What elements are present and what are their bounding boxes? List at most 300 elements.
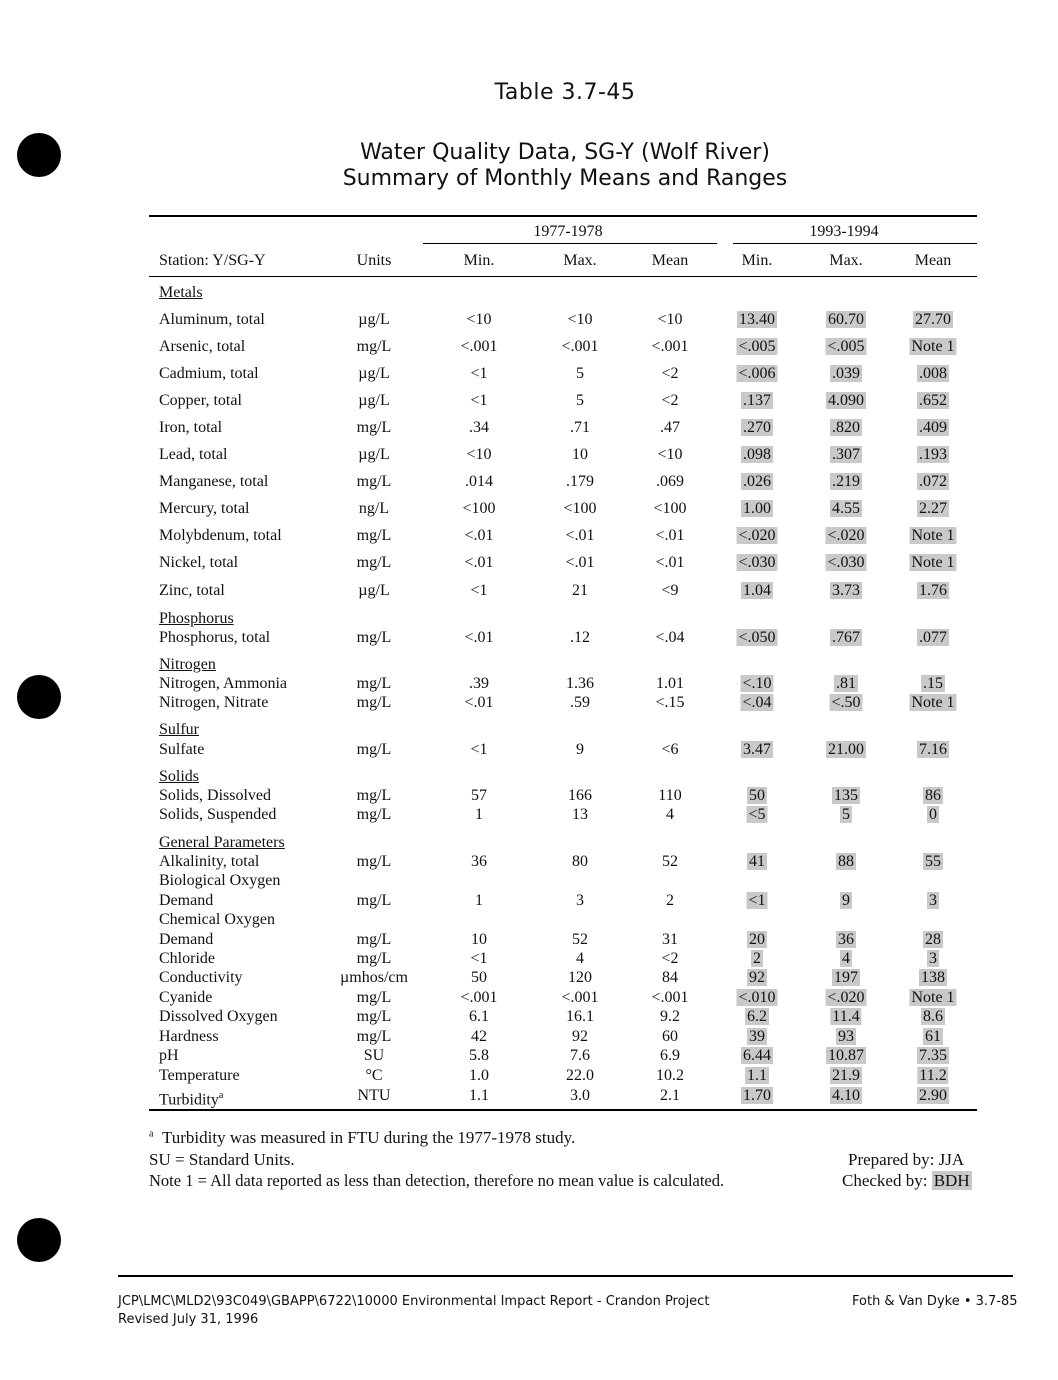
row-value-text: 86 (925, 787, 941, 804)
footnote-note1: Note 1 = All data reported as less than detection, therefore no mean value is calculated. (149, 1171, 725, 1190)
header-mean-1977: Mean (651, 252, 689, 269)
footnote-su: SU = Standard Units. (149, 1150, 295, 1169)
row-value-text: <.10 (742, 675, 772, 692)
binder-hole-bottom (17, 1218, 61, 1262)
row-value-text: .069 (656, 473, 684, 490)
row-value-min1 (471, 930, 487, 949)
row-value-text: <.01 (464, 629, 494, 646)
row-value-text: 13 (572, 806, 588, 823)
row-value-text: 120 (568, 969, 592, 986)
footer-page: Foth & Van Dyke • 3.7-85 (852, 1294, 1018, 1309)
row-value-text: <.01 (464, 554, 494, 571)
row-label: Mercury, total (159, 500, 250, 517)
row-units: mg/L (356, 787, 392, 804)
row-value-min2 (736, 364, 777, 383)
row-value-mean2 (917, 472, 949, 491)
row-value-text: 2.1 (660, 1087, 680, 1104)
row-value-max1 (572, 445, 588, 464)
row-label: Solids, Suspended (159, 806, 277, 823)
row-value-text: <.01 (655, 527, 685, 544)
row-value-max2 (840, 891, 852, 910)
row-value-mean1 (660, 1086, 680, 1105)
row-value-max2 (825, 988, 866, 1007)
row-value-min2 (745, 1007, 769, 1026)
row-value-text: .409 (919, 419, 947, 436)
row-value-min2 (747, 930, 767, 949)
row-value-text: 3.47 (743, 741, 771, 758)
row-value-text: 80 (572, 853, 588, 870)
row-value-text: 6.2 (747, 1008, 767, 1025)
row-label: Solids, Dissolved (159, 787, 272, 804)
row-value-text: 28 (925, 931, 941, 948)
row-value-min2 (746, 891, 767, 910)
row-value-text: <6 (661, 741, 679, 758)
row-value-text: .137 (743, 392, 771, 409)
row-value-text: <10 (466, 311, 492, 328)
row-units: NTU (357, 1087, 391, 1104)
row-value-text: 4.55 (832, 500, 860, 517)
row-value-max1 (566, 1066, 594, 1085)
row-value-max1 (561, 988, 598, 1007)
row-label: Demand (159, 892, 214, 909)
row-value-text: 36 (471, 853, 487, 870)
row-value-min1 (469, 1066, 489, 1085)
row-value-text: <100 (462, 500, 496, 517)
row-value-max2 (836, 930, 856, 949)
row-value-max1 (563, 499, 596, 518)
row-units: µg/L (358, 311, 390, 328)
row-value-min1 (470, 740, 487, 759)
row-value-mean1 (655, 693, 684, 712)
row-label: Molybdenum, total (159, 527, 282, 544)
row-value-min2 (746, 805, 767, 824)
row-value-text: 0 (929, 806, 937, 823)
row-value-text: <2 (661, 365, 679, 382)
row-value-text: 1.36 (566, 675, 594, 692)
header-units: Units (356, 252, 392, 269)
row-value-text: <.01 (655, 554, 685, 571)
row-value-mean2 (917, 1086, 949, 1105)
row-value-min2 (751, 949, 763, 968)
section-sulfur: Sulfur (159, 721, 199, 738)
section-phosphorus: Phosphorus (159, 610, 234, 627)
header-max-1993: Max. (829, 252, 863, 269)
row-value-min1 (475, 891, 483, 910)
row-value-text: .072 (919, 473, 947, 490)
row-value-text: 88 (838, 853, 854, 870)
row-value-text: <10 (567, 311, 593, 328)
row-value-min1 (466, 445, 491, 464)
row-value-max2 (836, 852, 856, 871)
row-value-text: 9.2 (660, 1008, 680, 1025)
header-min-1977: Min. (463, 252, 495, 269)
footer-path: JCP\LMC\MLD2\93C049\GBAPP\6722\10000 Environmental Impact Report - Crandon Project (118, 1294, 710, 1309)
row-value-mean2 (923, 786, 943, 805)
row-value-mean1 (661, 391, 678, 410)
row-value-text: <.020 (827, 527, 865, 544)
row-value-text: .47 (660, 419, 680, 436)
row-label: Biological Oxygen (159, 872, 281, 889)
row-value-text: 1 (475, 892, 483, 909)
row-value-mean1 (653, 499, 686, 518)
row-value-max1 (576, 391, 584, 410)
header-bottom-rule (149, 276, 977, 277)
row-value-max2 (830, 472, 862, 491)
row-value-text: <.01 (464, 694, 494, 711)
row-value-mean1 (657, 445, 682, 464)
row-value-mean2 (927, 949, 939, 968)
row-value-text: 50 (471, 969, 487, 986)
row-value-min1 (466, 310, 491, 329)
row-value-text: .820 (832, 419, 860, 436)
row-value-mean2 (917, 1046, 949, 1065)
row-value-max1 (576, 891, 584, 910)
row-value-min1 (471, 1027, 487, 1046)
row-value-text: 16.1 (566, 1008, 594, 1025)
row-value-text: 4.090 (828, 392, 864, 409)
row-value-text: 11.2 (919, 1067, 947, 1084)
row-value-text: 4 (576, 950, 584, 967)
row-value-text: 42 (471, 1028, 487, 1045)
period2-label: 1993-1994 (809, 223, 879, 240)
row-value-text: 50 (749, 787, 765, 804)
row-value-text: 7.6 (570, 1047, 590, 1064)
row-units: SU (363, 1047, 385, 1064)
header-mean-1993: Mean (914, 252, 952, 269)
row-value-text: .219 (832, 473, 860, 490)
row-value-text: 60.70 (828, 311, 864, 328)
row-value-text: 3 (929, 950, 937, 967)
row-value-text: 135 (834, 787, 858, 804)
row-value-text: .12 (570, 629, 590, 646)
footnote-a (149, 1128, 575, 1148)
row-units: mg/L (356, 741, 392, 758)
row-value-mean2 (921, 674, 945, 693)
row-value-text: <1 (470, 950, 488, 967)
section-general-parameters: General Parameters (159, 834, 285, 851)
table-title-line1: Water Quality Data, SG-Y (Wolf River) (360, 140, 770, 165)
row-value-text: 166 (568, 787, 592, 804)
row-value-text: 84 (662, 969, 678, 986)
row-label: Cyanide (159, 989, 213, 1006)
row-value-min2 (736, 337, 777, 356)
row-value-min1 (469, 418, 489, 437)
row-value-min2 (741, 1086, 773, 1105)
row-value-text: 9 (576, 741, 584, 758)
row-value-text: .179 (566, 473, 594, 490)
row-value-text: 52 (662, 853, 678, 870)
row-value-min2 (747, 968, 767, 987)
row-value-min2 (741, 581, 773, 600)
row-value-max1 (566, 1007, 594, 1026)
row-value-text: 2.90 (919, 1087, 947, 1104)
row-value-text: 57 (471, 787, 487, 804)
row-value-max2 (826, 1046, 866, 1065)
row-value-min2 (741, 1046, 773, 1065)
row-value-min1 (470, 364, 487, 383)
row-value-mean1 (651, 337, 688, 356)
row-value-text: 10 (572, 446, 588, 463)
row-value-text: 1.1 (469, 1087, 489, 1104)
row-value-text: <.04 (655, 629, 685, 646)
row-value-text: <.001 (561, 338, 599, 355)
row-value-text: 5 (576, 365, 584, 382)
row-value-mean1 (666, 891, 674, 910)
row-value-max2 (826, 391, 866, 410)
row-value-min2 (747, 1027, 767, 1046)
row-value-text: <10 (466, 446, 492, 463)
row-value-text: <.010 (738, 989, 776, 1006)
row-value-max2 (825, 526, 866, 545)
row-value-mean1 (655, 628, 684, 647)
row-value-max2 (829, 693, 862, 712)
row-value-mean2 (923, 1027, 943, 1046)
row-value-mean1 (651, 988, 688, 1007)
table-number: Table 3.7-45 (494, 80, 636, 105)
row-value-mean1 (656, 472, 684, 491)
row-value-text: 1.04 (743, 582, 771, 599)
row-value-text: 4 (666, 806, 674, 823)
row-value-text: 11.4 (832, 1008, 860, 1025)
row-value-mean1 (666, 805, 674, 824)
row-value-mean1 (655, 526, 684, 545)
row-value-mean2 (917, 581, 949, 600)
row-value-text: Note 1 (911, 527, 955, 544)
row-value-text: 1.0 (469, 1067, 489, 1084)
row-label: Temperature (159, 1067, 240, 1084)
row-value-text: 21.9 (832, 1067, 860, 1084)
row-value-text: .81 (836, 675, 856, 692)
row-value-text: Note 1 (911, 338, 955, 355)
row-value-min2 (745, 1066, 769, 1085)
row-value-text: 2.27 (919, 500, 947, 517)
row-value-text: .767 (832, 629, 860, 646)
row-value-max1 (568, 968, 592, 987)
row-value-max2 (825, 553, 866, 572)
row-units: mg/L (356, 892, 392, 909)
row-value-text: 31 (662, 931, 678, 948)
row-value-text: <1 (470, 365, 488, 382)
row-value-text: .270 (743, 419, 771, 436)
row-value-min2 (740, 674, 773, 693)
row-value-max1 (570, 1046, 590, 1065)
row-units: µmhos/cm (340, 969, 408, 986)
row-value-max2 (830, 418, 862, 437)
row-value-max1 (576, 364, 584, 383)
row-value-text: 5.8 (469, 1047, 489, 1064)
row-label: Manganese, total (159, 473, 269, 490)
row-value-mean1 (656, 1066, 684, 1085)
row-value-text: 3.0 (570, 1087, 590, 1104)
row-value-text: .014 (465, 473, 493, 490)
row-value-text: 10.2 (656, 1067, 684, 1084)
row-value-mean1 (660, 1007, 680, 1026)
row-value-min1 (460, 337, 497, 356)
row-value-text: <100 (653, 500, 687, 517)
row-value-text: <.030 (738, 554, 776, 571)
row-value-max2 (832, 968, 860, 987)
row-value-min1 (460, 988, 497, 1007)
row-value-max1 (576, 740, 584, 759)
row-units: mg/L (356, 1008, 392, 1025)
row-units: mg/L (356, 806, 392, 823)
row-units: ng/L (358, 500, 390, 517)
row-value-text: 5 (576, 392, 584, 409)
row-value-text: <5 (748, 806, 766, 823)
row-value-text: <10 (657, 311, 683, 328)
row-value-text: <2 (661, 392, 679, 409)
section-solids: Solids (159, 768, 200, 785)
row-units: mg/L (356, 527, 392, 544)
row-value-min1 (464, 526, 493, 545)
row-value-mean1 (658, 786, 681, 805)
row-value-text: <.001 (651, 338, 689, 355)
row-value-min1 (475, 805, 483, 824)
row-value-min2 (741, 391, 773, 410)
period1-label: 1977-1978 (533, 223, 603, 240)
row-value-text: 4.10 (832, 1087, 860, 1104)
row-value-max1 (561, 337, 598, 356)
row-value-max1 (576, 949, 584, 968)
row-value-mean1 (656, 674, 684, 693)
row-value-max2 (840, 949, 852, 968)
row-value-max1 (570, 628, 590, 647)
row-label: Nitrogen, Ammonia (159, 675, 287, 692)
row-value-text: .098 (743, 446, 771, 463)
row-value-mean2 (909, 526, 956, 545)
row-value-text: 39 (749, 1028, 765, 1045)
row-value-text: 8.6 (923, 1008, 943, 1025)
row-value-max1 (565, 526, 594, 545)
row-value-text: 61 (925, 1028, 941, 1045)
row-value-min1 (470, 391, 487, 410)
checked-by-label: Checked by: (842, 1171, 932, 1190)
row-value-min1 (469, 1046, 489, 1065)
row-value-text: 55 (925, 853, 941, 870)
row-units: mg/L (356, 473, 392, 490)
turbidity-superscript: a (218, 1090, 224, 1101)
row-label: Demand (159, 931, 214, 948)
row-label: Aluminum, total (159, 311, 265, 328)
row-value-text: 22.0 (566, 1067, 594, 1084)
row-value-text: <.006 (738, 365, 776, 382)
row-units: mg/L (356, 629, 392, 646)
row-value-mean2 (927, 805, 939, 824)
row-value-text: <.04 (742, 694, 772, 711)
row-label: Copper, total (159, 392, 242, 409)
row-label: Turbidity$^a$ (159, 1090, 224, 1109)
row-value-max2 (840, 805, 852, 824)
row-value-min1 (471, 852, 487, 871)
row-value-text: .193 (919, 446, 947, 463)
row-label: Lead, total (159, 446, 228, 463)
row-value-text: 52 (572, 931, 588, 948)
row-units: µg/L (358, 582, 390, 599)
row-value-text: <100 (563, 500, 597, 517)
row-value-text: 7.35 (919, 1047, 947, 1064)
row-value-mean1 (661, 949, 678, 968)
row-value-text: 27.70 (915, 311, 951, 328)
row-value-mean1 (660, 1046, 680, 1065)
row-value-mean2 (909, 337, 956, 356)
row-value-max1 (572, 852, 588, 871)
row-value-text: 10 (471, 931, 487, 948)
row-value-mean2 (923, 930, 943, 949)
row-label: Nickel, total (159, 554, 239, 571)
row-value-min1 (469, 1007, 489, 1026)
header-max-1977: Max. (563, 252, 597, 269)
row-value-text: .34 (469, 419, 489, 436)
row-value-max2 (830, 364, 862, 383)
row-value-max2 (826, 740, 866, 759)
row-value-min2 (747, 852, 767, 871)
row-value-mean2 (917, 418, 949, 437)
row-label: Hardness (159, 1028, 219, 1045)
row-value-mean2 (917, 628, 949, 647)
row-value-mean2 (917, 364, 949, 383)
row-value-min2 (736, 553, 777, 572)
row-value-max1 (570, 693, 590, 712)
row-label: Dissolved Oxygen (159, 1008, 278, 1025)
row-value-min1 (471, 786, 487, 805)
row-value-max1 (570, 418, 590, 437)
row-value-max2 (830, 1066, 862, 1085)
footnote-a-text: Turbidity was measured in FTU during the 1977-1978 study. (161, 1128, 576, 1147)
row-value-max1 (572, 930, 588, 949)
row-units: mg/L (356, 989, 392, 1006)
row-value-text: <.01 (565, 527, 595, 544)
row-value-mean2 (917, 740, 949, 759)
row-value-text: .008 (919, 365, 947, 382)
row-value-text: .71 (570, 419, 590, 436)
row-value-text: 21.00 (828, 741, 864, 758)
row-value-text: 9 (842, 892, 850, 909)
row-value-max2 (826, 310, 866, 329)
row-value-mean2 (919, 968, 947, 987)
row-value-text: 3.73 (832, 582, 860, 599)
row-value-text: 6.1 (469, 1008, 489, 1025)
row-value-max2 (830, 1086, 862, 1105)
row-value-max1 (572, 581, 588, 600)
row-value-mean2 (923, 852, 943, 871)
row-value-text: <1 (748, 892, 766, 909)
row-value-text: <.005 (827, 338, 865, 355)
row-value-text: <.001 (460, 338, 498, 355)
row-units: mg/L (356, 675, 392, 692)
row-units: mg/L (356, 694, 392, 711)
row-value-max1 (567, 310, 592, 329)
row-value-text: .59 (570, 694, 590, 711)
row-value-text: <1 (470, 741, 488, 758)
row-value-text: <.01 (565, 554, 595, 571)
period2-rule (733, 243, 977, 244)
row-value-text: Note 1 (911, 554, 955, 571)
row-value-max1 (572, 805, 588, 824)
row-label: Arsenic, total (159, 338, 246, 355)
row-value-max2 (830, 445, 862, 464)
row-label: Chloride (159, 950, 215, 967)
row-value-mean2 (917, 445, 949, 464)
row-value-min1 (470, 949, 487, 968)
row-value-text: 1.01 (656, 675, 684, 692)
row-units: mg/L (356, 853, 392, 870)
row-value-text: 5 (842, 806, 850, 823)
row-units: µg/L (358, 446, 390, 463)
row-value-min2 (741, 740, 773, 759)
row-value-text: Note 1 (911, 694, 955, 711)
row-value-text: <10 (657, 446, 683, 463)
row-value-max2 (830, 581, 862, 600)
